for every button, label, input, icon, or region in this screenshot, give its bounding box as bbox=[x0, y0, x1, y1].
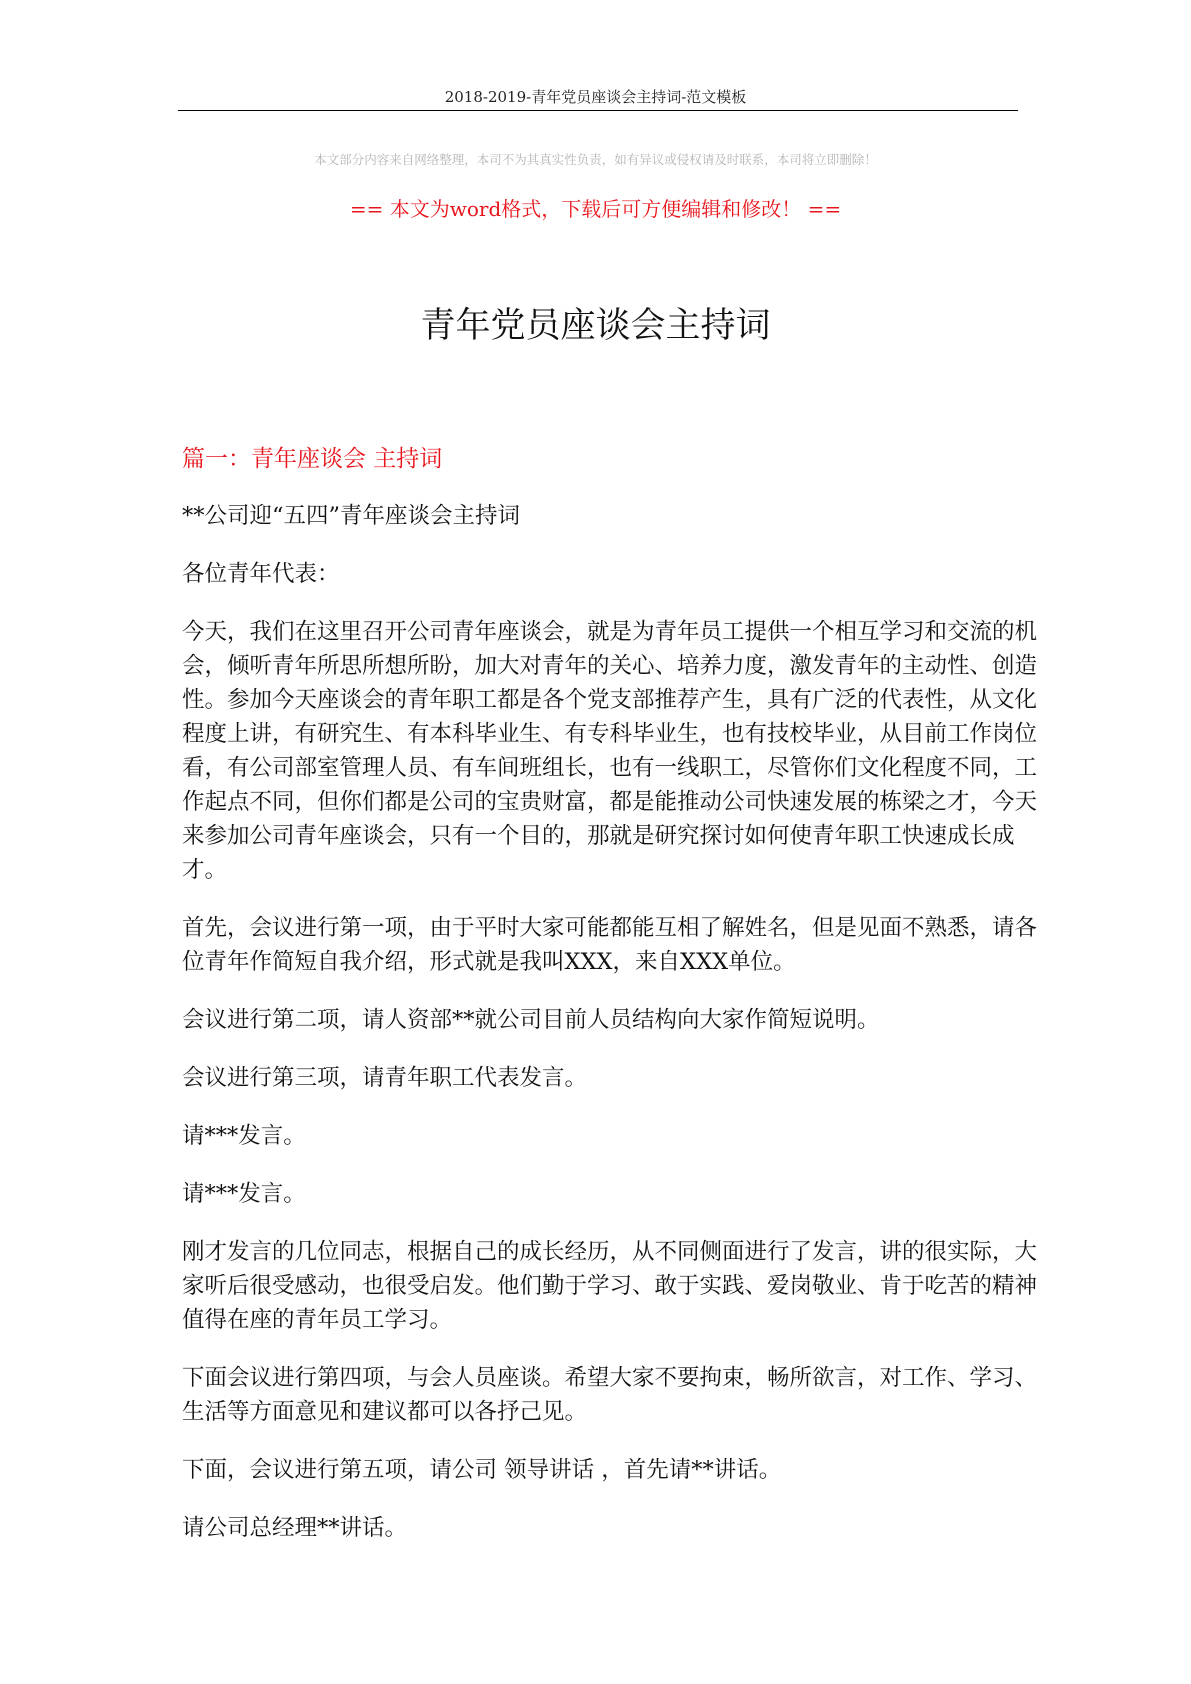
paragraph-company-title: **公司迎“五四”青年座谈会主持词 bbox=[182, 503, 521, 529]
disclaimer-text: 本文部分内容来自网络整理，本司不为其真实性负责，如有异议或侵权请及时联系，本司将立即删除！ bbox=[314, 152, 877, 167]
paragraph-item-one: 首先，会议进行第一项，由于平时大家可能都能互相了解姓名，但是见面不熟悉，请各位青年作简短自我介绍，形式就是我叫XXX，来自XXX单位。 bbox=[182, 915, 1038, 975]
paragraph-item-two: 会议进行第二项，请人资部**就公司目前人员结构向大家作简短说明。 bbox=[182, 1007, 880, 1033]
page-header-title: 2018-2019-青年党员座谈会主持词-范文模板 bbox=[444, 88, 747, 106]
paragraph-speaker-one: 请***发言。 bbox=[182, 1123, 306, 1149]
document-body bbox=[182, 442, 1042, 1569]
paragraph-item-five: 下面，会议进行第五项，请公司 领导讲话 ，首先请**讲话。 bbox=[182, 1457, 782, 1483]
paragraph-gm-speech: 请公司总经理**讲话。 bbox=[182, 1515, 408, 1541]
document-title: 青年党员座谈会主持词 bbox=[420, 306, 771, 346]
paragraph-salutation: 各位青年代表： bbox=[182, 561, 340, 587]
section-heading: 篇一：青年座谈会 主持词 bbox=[182, 446, 443, 472]
paragraph-item-four: 下面会议进行第四项，与会人员座谈。希望大家不要拘束，畅所欲言，对工作、学习、生活等方面意见和建议都可以各抒己见。 bbox=[182, 1365, 1038, 1425]
format-notice: == 本文为word格式，下载后可方便编辑和修改！ == bbox=[349, 197, 842, 221]
paragraph-summary: 刚才发言的几位同志，根据自己的成长经历，从不同侧面进行了发言，讲的很实际，大家听后很受感动，也很受启发。他们勤于学习、敢于实践、爱岗敬业、肯于吃苦的精神值得在座的青年员工学习。 bbox=[182, 1239, 1038, 1333]
paragraph-item-three: 会议进行第三项，请青年职工代表发言。 bbox=[182, 1065, 588, 1091]
paragraph-speaker-two: 请***发言。 bbox=[182, 1181, 306, 1207]
header-divider bbox=[178, 110, 1018, 111]
paragraph-opening: 今天，我们在这里召开公司青年座谈会，就是为青年员工提供一个相互学习和交流的机会，倾听青年所思所想所盼，加大对青年的关心、培养力度，激发青年的主动性、创造性。参加今天座谈会的青年职工都是各个党支部推荐产生，具有广泛的代表性，从文化程度上讲，有研究生、有本科毕业生、有专科毕业生，也有技校毕业，从目前工作岗位看，有公司部室管理人员、有车间班组长，也有一线职工，尽管你们文化程度不同，工作起点不同，但你们都是公司的宝贵财富，都是能推动公司快速发展的栋梁之才，今天来参加公司青年座谈会，只有一个目的，那就是研究探讨如何使青年职工快速成长成才。 bbox=[182, 619, 1038, 883]
